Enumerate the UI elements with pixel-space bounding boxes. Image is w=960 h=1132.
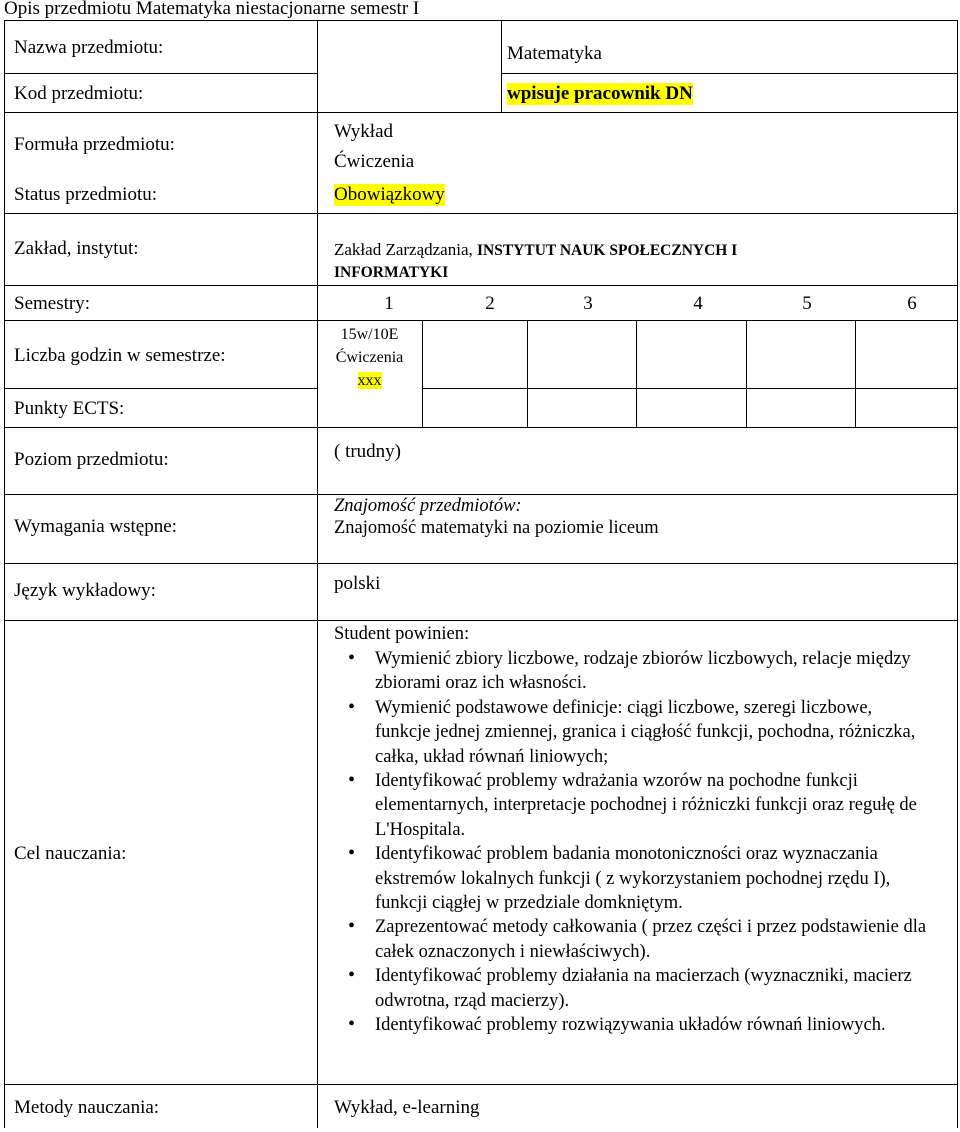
semester-2: 2	[485, 293, 495, 314]
value-godziny-xxx: xxx	[357, 372, 382, 389]
label-kod: Kod przedmiotu:	[14, 83, 144, 104]
label-ects: Punkty ECTS:	[14, 398, 125, 419]
label-semestry: Semestry:	[14, 293, 90, 314]
value-godziny-type: Ćwiczenia	[335, 349, 404, 366]
semester-1: 1	[384, 293, 394, 314]
value-zaklad-plain: Zakład Zarządzania,	[334, 240, 477, 259]
semester-4: 4	[693, 293, 703, 314]
cel-item: • Zaprezentować metody całkowania ( przez części i przez podstawienie dla całek oznaczonych i niewłaściwych).	[330, 915, 930, 964]
label-poziom: Poziom przedmiotu:	[14, 449, 169, 470]
value-wymagania: Znajomość matematyki na poziomie liceum	[334, 518, 659, 538]
label-zaklad: Zakład, instytut:	[14, 238, 139, 259]
value-godziny-hours: 15w/10E	[340, 326, 399, 343]
value-jezyk: polski	[334, 573, 381, 594]
value-godziny	[317, 323, 422, 392]
course-description-table	[4, 20, 957, 1132]
value-poziom: ( trudny)	[334, 441, 402, 462]
label-jezyk: Język wykładowy:	[14, 580, 156, 601]
label-wymagania: Wymagania wstępne:	[14, 516, 177, 537]
value-zaklad-line2: INFORMATYKI	[334, 264, 449, 281]
cel-item: • Identyfikować problem badania monotoniczności oraz wyznaczania ekstremów lokalnych funkcji ( z wykorzystaniem pochodnej rzędu I), funkcji ciągłej w przedziale domkniętym.	[330, 842, 930, 915]
value-status: Obowiązkowy	[334, 184, 445, 205]
semester-6: 6	[907, 293, 917, 314]
label-metody: Metody nauczania:	[14, 1097, 160, 1118]
value-zaklad-line1	[334, 240, 737, 260]
value-wymagania-italic: Znajomość przedmiotów:	[334, 496, 522, 516]
semester-5: 5	[802, 293, 812, 314]
label-formula: Formuła przedmiotu:	[14, 134, 175, 155]
label-nazwa: Nazwa przedmiotu:	[14, 37, 164, 58]
value-zaklad-caps: INSTYTUT NAUK SPOŁECZNYCH I	[477, 242, 738, 259]
cel-item: • Identyfikować problemy działania na macierzach (wyznaczniki, macierz odwrotna, rząd macierzy).	[330, 964, 930, 1013]
label-status: Status przedmiotu:	[14, 184, 158, 205]
cel-item: • Identyfikować problemy wdrażania wzorów na pochodne funkcji elementarnych, interpretacje pochodnej i różniczki funkcji oraz regułę de L'Hospitala.	[330, 769, 930, 842]
label-godziny: Liczba godzin w semestrze:	[14, 345, 226, 366]
value-formula-cwiczenia: Ćwiczenia	[334, 151, 415, 172]
label-cel: Cel nauczania:	[14, 843, 127, 864]
document-title: Opis przedmiotu Matematyka niestacjonarne semestr I	[4, 0, 420, 19]
value-formula-wyklad: Wykład	[334, 121, 394, 142]
value-nazwa: Matematyka	[507, 43, 602, 64]
cel-item: • Wymienić zbiory liczbowe, rodzaje zbiorów liczbowych, relacje między zbiorami oraz ich własności.	[330, 647, 930, 696]
cel-item: • Wymienić podstawowe definicje: ciągi liczbowe, szeregi liczbowe, funkcje jednej zmiennej, granica i ciągłość funkcji, pochodna, różniczka, całka, układ równań liniowych;	[330, 696, 930, 769]
cel-list	[330, 647, 930, 1038]
cel-item: • Identyfikować problemy rozwiązywania układów równań liniowych.	[330, 1013, 930, 1037]
value-cel-intro: Student powinien:	[334, 624, 470, 644]
value-metody: Wykład, e-learning	[334, 1097, 480, 1118]
value-kod: wpisuje pracownik DN	[507, 83, 693, 104]
semester-3: 3	[583, 293, 593, 314]
